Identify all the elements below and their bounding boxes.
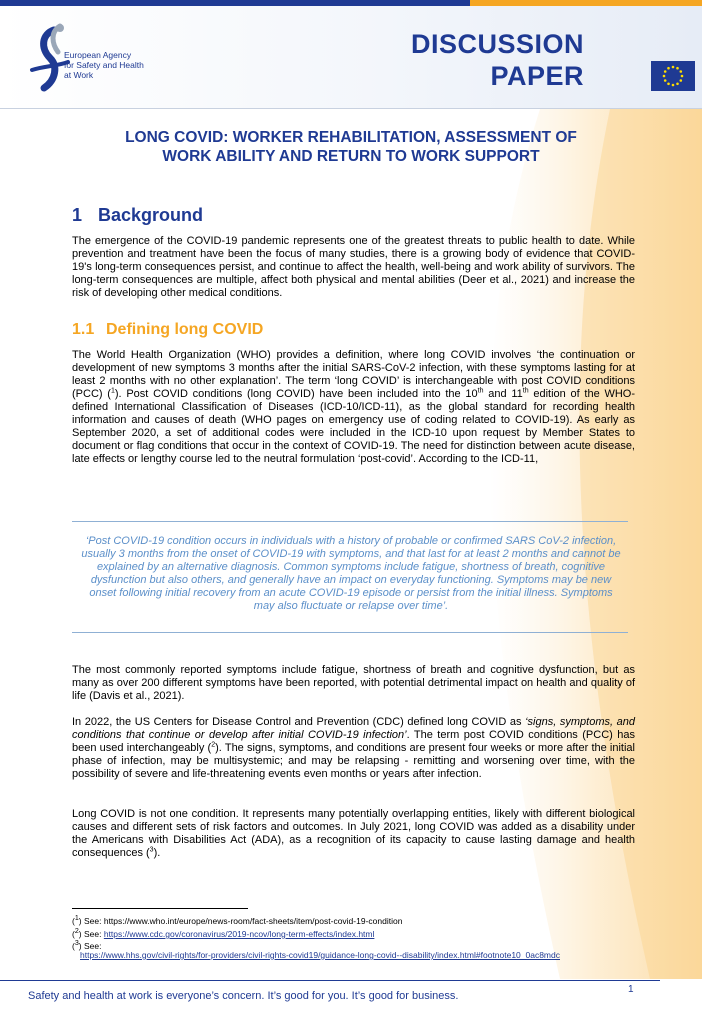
- eu-flag-icon: [651, 61, 695, 91]
- quote-top-rule: [72, 521, 628, 522]
- footnote-2: ($^2$) See: https://www.cdc.gov/coronavirus/2019-ncov/long-term-effects/index.html: [72, 927, 375, 939]
- section-number: 1: [72, 205, 83, 225]
- footer-tagline: Safety and health at work is everyone’s concern. It’s good for you. It’s good for business.: [28, 990, 459, 1002]
- footnote-2-link[interactable]: https://www.cdc.gov/coronavirus/2019-ncov/long-term-effects/index.html: [103, 928, 375, 939]
- footnote-1: ($^1$) See: https://www.who.int/europe/news-room/fact-sheets/item/post-covid-19-condition: [72, 914, 403, 926]
- document-title: LONG COVID: WORKER REHABILITATION, ASSESSMENT OF WORK ABILITY AND RETURN TO WORK SUPPORT: [125, 129, 577, 165]
- paragraph-who-definition: The World Health Organization (WHO) provides a definition, where long COVID involves ‘the continuation or development of new symptoms 3 months after the initial SARS-CoV-2 infection, with these symptoms lasting for at least 2 months with no other explanation’. The term ‘long COVID’ is interchangeable with post COVID conditions (PCC) ($^1$). Post COVID conditions (long COVID) have been included into the 10th and 11th edition of the WHO-defined International Classification of Diseases (ICD-10/ICD-11), as the global standard for recording health information and causes of death (WHO pages on emergency use of coding related to COVID-19). As early as September 2020, a set of additional codes were included in the ICD-10 upon request by Member States to document or flag conditions that occur in the context of COVID-19. The need for distinction between acute disease, late effects or lengthy course led to the neutral formulation ‘post-covid’. According to the ICD-11,: [72, 349, 635, 465]
- paragraph-symptoms: The most commonly reported symptoms include fatigue, shortness of breath and cognitive dysfunction, but as many as over 200 different symptoms have been reported, with potential detrimental impact on health and quality of life (Davis et al., 2021).: [72, 664, 635, 702]
- footnote-divider: [72, 908, 248, 909]
- agency-name: European Agency for Safety and Health at Work: [64, 50, 144, 80]
- section-number: 1.1: [72, 321, 95, 338]
- quote-bottom-rule: [72, 632, 628, 633]
- paragraph-background: The emergence of the COVID-19 pandemic represents one of the greatest threats to public health to date. While prevention and treatment have been the focus of many studies, there is a growing body of evidence that COVID-19's long-term consequences persist, and continue to affect the health, well-being and work ability of survivors. The long-term consequences are multiple, affect both physical and mental abilities (Deer et al., 2021) and increase the risk of developing other medical conditions.: [72, 235, 635, 299]
- footnote-3: ($^3$) See:: [72, 939, 102, 951]
- paragraph-cdc-definition: In 2022, the US Centers for Disease Control and Prevention (CDC) defined long COVID as ‘signs, symptoms, and conditions that continue or develop after initial COVID-19 infection’. The term post COVID conditions (PCC) has been used interchangeably ($^2$). The signs, symptoms, and conditions are present four weeks or more after the initial phase of infection, may be multisystemic; and may be relapsing - remitting and worsening over time, with the possibility of severe and life-threatening events even months or years after infection.: [72, 716, 635, 780]
- footnote-3-url: [80, 950, 560, 961]
- document-type-title: DISCUSSION PAPER: [410, 29, 584, 91]
- paragraph-ada: Long COVID is not one condition. It represents many potentially overlapping entities, likely with different biological causes and different sets of risk factors and outcomes. In July 2021, long COVID was added as a disability under the Americans with Disabilities Act (ADA), as a recognition of its capacity to cause lasting damage and health consequences ($^3$).: [72, 808, 635, 859]
- footnote-ref-2[interactable]: 2: [211, 741, 216, 749]
- footnote-ref-3[interactable]: 3: [149, 846, 154, 854]
- section-1-1-heading: [72, 321, 263, 339]
- icd11-quote: ‘Post COVID-19 condition occurs in individuals with a history of probable or confirmed SARS CoV-2 infection, usually 3 months from the onset of COVID-19 with symptoms, and that last for at least 2 months and cannot be explained by an alternative diagnosis. Common symptoms include fatigue, shortness of breath, cognitive dysfunction but also others, and generally have an impact on everyday functioning. Symptoms may be new onset following initial recovery from an acute COVID-19 episode or persist from the initial illness. Symptoms may also fluctuate or relapse over time’.: [81, 535, 621, 612]
- footer-divider: [0, 980, 660, 981]
- section-1-heading: [72, 205, 203, 226]
- section-title: Background: [98, 205, 204, 225]
- page-number: 1: [628, 984, 634, 995]
- section-title: Defining long COVID: [106, 321, 264, 338]
- footnote-3-link[interactable]: https://www.hhs.gov/civil-rights/for-providers/civil-rights-covid19/guidance-long-covid--disability/index.html#footnote10_0ac8mdc: [80, 950, 560, 960]
- footnote-ref-1[interactable]: 1: [110, 387, 115, 395]
